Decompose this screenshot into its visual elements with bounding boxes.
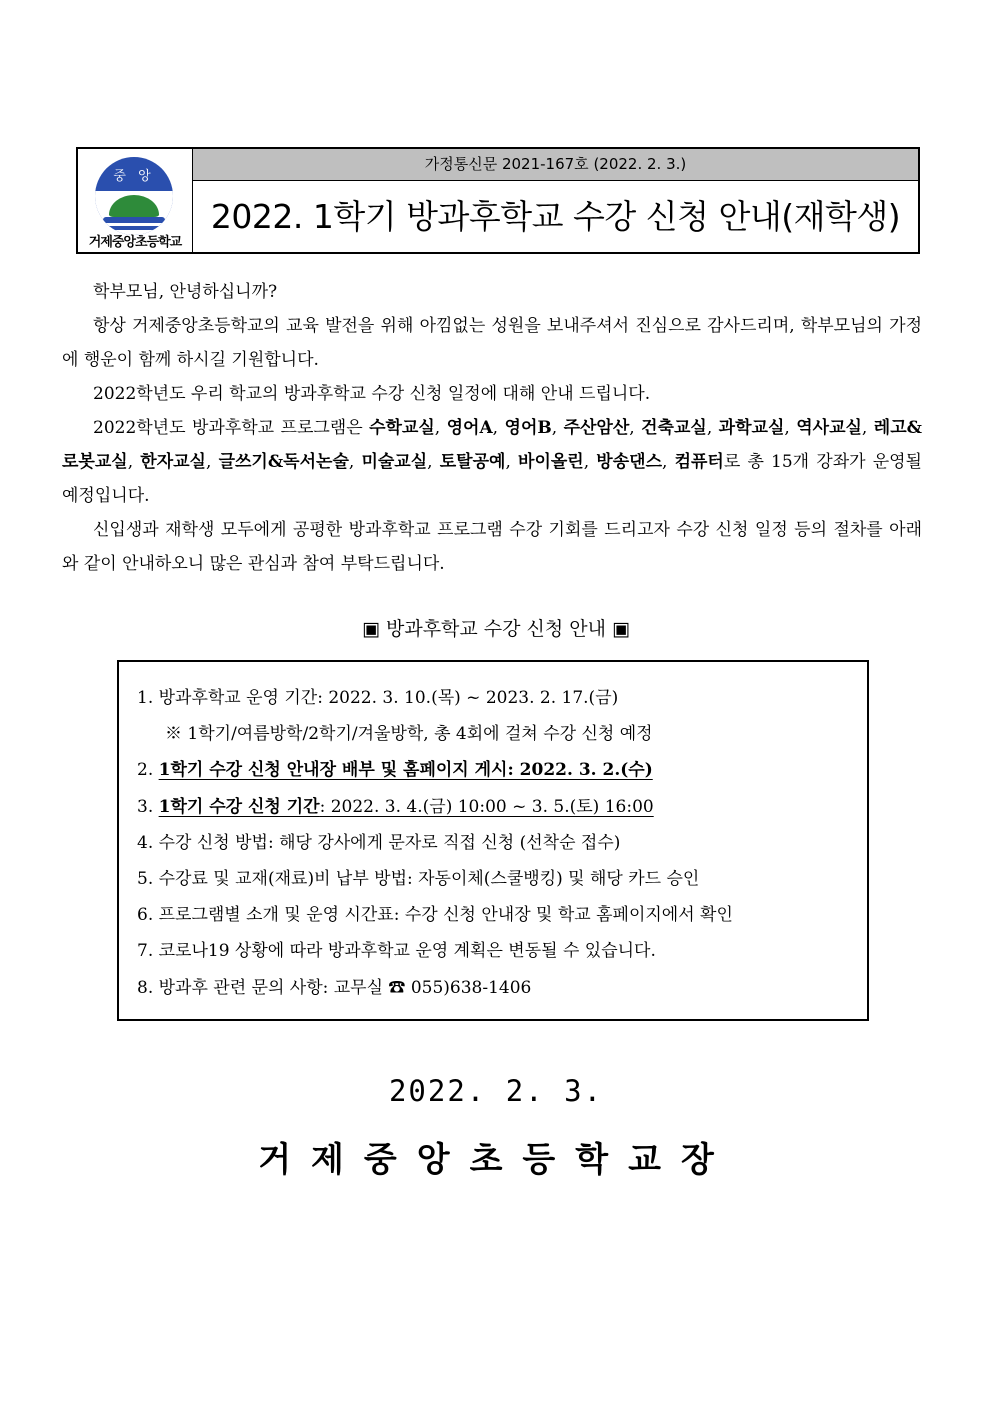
program-name: 건축교실 xyxy=(641,418,707,438)
issue-number: 가정통신문 2021-167호 (2022. 2. 3.) xyxy=(193,149,918,181)
program-name: 수학교실 xyxy=(369,418,435,438)
program-name: 주산암산 xyxy=(563,418,630,438)
program-separator: , xyxy=(127,452,141,472)
info-item-covid: 7. 코로나19 상황에 따라 방과후학교 운영 계획은 변동될 수 있습니다. xyxy=(137,941,656,962)
program-name: 미술교실 xyxy=(361,452,428,472)
school-logo-cell xyxy=(78,149,193,252)
paragraph-request: 신입생과 재학생 모두에게 공평한 방과후학교 프로그램 수강 기회를 드리고자 수강 신청 일정 등의 절차를 아래와 같이 안내하오니 많은 관심과 참여 부탁드립니다. xyxy=(62,520,922,574)
info-item-payment: 5. 수강료 및 교재(재료)비 납부 방법: 자동이체(스쿨뱅킹) 및 해당 카드 승인 xyxy=(137,869,700,890)
paragraph-thanks: 항상 거제중앙초등학교의 교육 발전을 위해 아낌없는 성원을 보내주셔서 진심으로 감사드리며, 학부모님의 가정에 행운이 함께 하시길 기원합니다. xyxy=(62,316,922,370)
program-name: 영어B xyxy=(504,418,552,438)
paragraph-programs: 2022학년도 방과후학교 프로그램은 수학교실, 영어A, 영어B, 주산암산, 건축교실, 과학교실, 역사교실, 레고&로봇교실, 한자교실, 글쓰기&독서논술, 미술교실, 토탈공예, 바이올린, 방송댄스, 컴퓨터로 총 15개 강좌가 운영될 예정입니다. xyxy=(62,418,922,506)
school-logo-icon xyxy=(95,157,173,235)
info-item-distribution: 2. 1학기 수강 신청 안내장 배부 및 홈페이지 게시: 2022. 3. 2.(수) xyxy=(137,760,653,781)
program-separator: , xyxy=(861,418,874,438)
program-name: 방송댄스 xyxy=(596,452,662,472)
newsletter-header xyxy=(76,147,920,254)
program-separator: , xyxy=(434,418,447,438)
program-name: 과학교실 xyxy=(718,418,785,438)
program-separator: , xyxy=(205,452,219,472)
program-name: 바이올린 xyxy=(518,452,584,472)
principal-signature: 거제중앙초등학교장 xyxy=(258,1140,734,1180)
program-separator: , xyxy=(551,418,564,438)
paragraph-schedule: 2022학년도 우리 학교의 방과후학교 수강 신청 일정에 대해 안내 드립니다. xyxy=(93,384,651,404)
program-separator: , xyxy=(662,452,675,472)
program-name: 토탈공예 xyxy=(439,452,506,472)
section-title: ▣ 방과후학교 수강 신청 안내 ▣ xyxy=(362,618,630,640)
program-separator: , xyxy=(492,418,505,438)
page-title: 2022. 1학기 방과후학교 수강 신청 안내(재학생) xyxy=(210,197,901,236)
program-name: 역사교실 xyxy=(796,418,862,438)
logo-text: 중 앙 xyxy=(113,169,155,184)
program-separator: , xyxy=(784,418,797,438)
program-name: 컴퓨터 xyxy=(674,452,724,472)
program-name: 영어A xyxy=(446,418,493,438)
info-item-method: 4. 수강 신청 방법: 해당 강사에게 문자로 직접 신청 (선착순 접수) xyxy=(137,832,621,853)
info-item-application-period: 3. 1학기 수강 신청 기간: 2022. 3. 4.(금) 10:00 ~ 3. 5.(토) 16:00 xyxy=(137,796,654,817)
program-separator: , xyxy=(706,418,719,438)
program-separator: , xyxy=(427,452,440,472)
program-separator: , xyxy=(505,452,519,472)
logo-school-name: 거제중앙초등학교 xyxy=(88,235,182,250)
program-name: 레고&로봇교실 xyxy=(62,418,922,472)
letter-body xyxy=(62,275,922,581)
program-separator: , xyxy=(629,418,642,438)
info-item-timetable: 6. 프로그램별 소개 및 운영 시간표: 수강 신청 안내장 및 학교 홈페이지에서 확인 xyxy=(137,905,733,926)
program-name: 글쓰기&독서논술 xyxy=(218,452,349,472)
info-item-period: 1. 방과후학교 운영 기간: 2022. 3. 10.(목) ~ 2023. 2. 17.(금) xyxy=(137,688,619,708)
greeting: 학부모님, 안녕하십니까? xyxy=(93,282,278,302)
program-separator: , xyxy=(583,452,597,472)
application-info-box xyxy=(117,660,869,1021)
info-item-contact: 8. 방과후 관련 문의 사항: 교무실 ☎ 055)638-1406 xyxy=(137,977,532,998)
issue-date: 2022. 2. 3. xyxy=(388,1074,604,1108)
program-separator: , xyxy=(348,452,362,472)
title-cell xyxy=(193,149,918,252)
program-name: 한자교실 xyxy=(140,452,206,472)
info-item-note: ※ 1학기/여름방학/2학기/겨울방학, 총 4회에 걸쳐 수강 신청 예정 xyxy=(165,724,653,745)
